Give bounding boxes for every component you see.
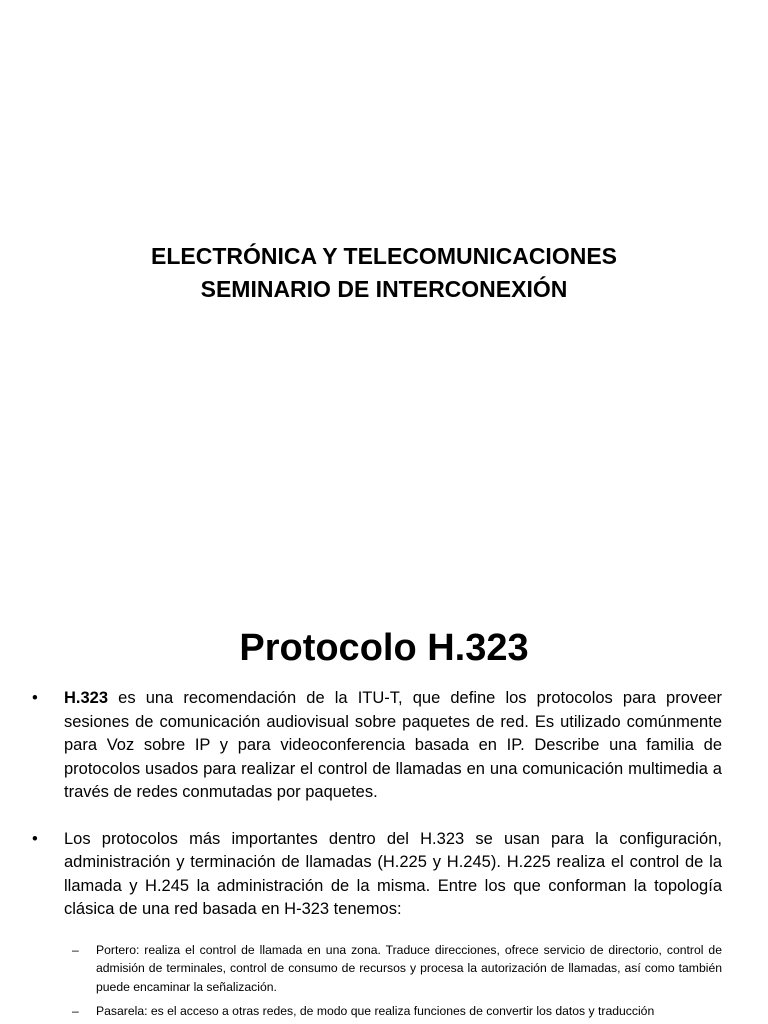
sub-bullet-marker: – <box>72 1004 79 1018</box>
bullet-bold-term: H.323 <box>64 689 109 707</box>
bullet-item <box>0 687 768 805</box>
bullet-marker: • <box>32 829 38 848</box>
section-heading: Protocolo H.323 <box>239 627 529 669</box>
sub-bullet-text: Pasarela: es el acceso a otras redes, de modo que realiza funciones de convertir los datos y traducción <box>96 1004 655 1018</box>
title-line-1: ELECTRÓNICA Y TELECOMUNICACIONES <box>151 243 617 269</box>
slide-title <box>0 240 768 306</box>
sub-bullet-list <box>0 941 768 1021</box>
sub-bullet-text: Portero: realiza el control de llamada en una zona. Traduce direcciones, ofrece servicio de directorio, control de admisión de terminales, control de consumo de recursos y procesa la autorización de llamadas, así como también puede encaminar la señalización. <box>96 942 722 994</box>
bullet-marker: • <box>32 689 38 707</box>
sub-bullet-marker: – <box>72 942 79 957</box>
title-line-2: SEMINARIO DE INTERCONEXIÓN <box>200 276 568 302</box>
sub-bullet-item <box>0 941 768 997</box>
sub-bullet-item <box>0 1002 768 1021</box>
bullet-text: Los protocolos más importantes dentro del H.323 se usan para la configuración, administración y terminación de llamadas (H.225 y H.245). H.225 realiza el control de la llamada y H.245 la administración de la misma. Entre los que conforman la topología clásica de una red basada en H-323 tenemos: <box>64 829 722 918</box>
bullet-list <box>0 687 768 1021</box>
bullet-item <box>0 828 768 922</box>
bullet-text: es una recomendación de la ITU-T, que define los protocolos para proveer sesiones de comunicación audiovisual sobre paquetes de red. Es utilizado comúnmente para Voz sobre IP y para videoconferencia basada en IP. Describe una familia de protocolos usados para realizar el control de llamadas en una comunicación multimedia a través de redes conmutadas por paquetes. <box>64 689 722 801</box>
